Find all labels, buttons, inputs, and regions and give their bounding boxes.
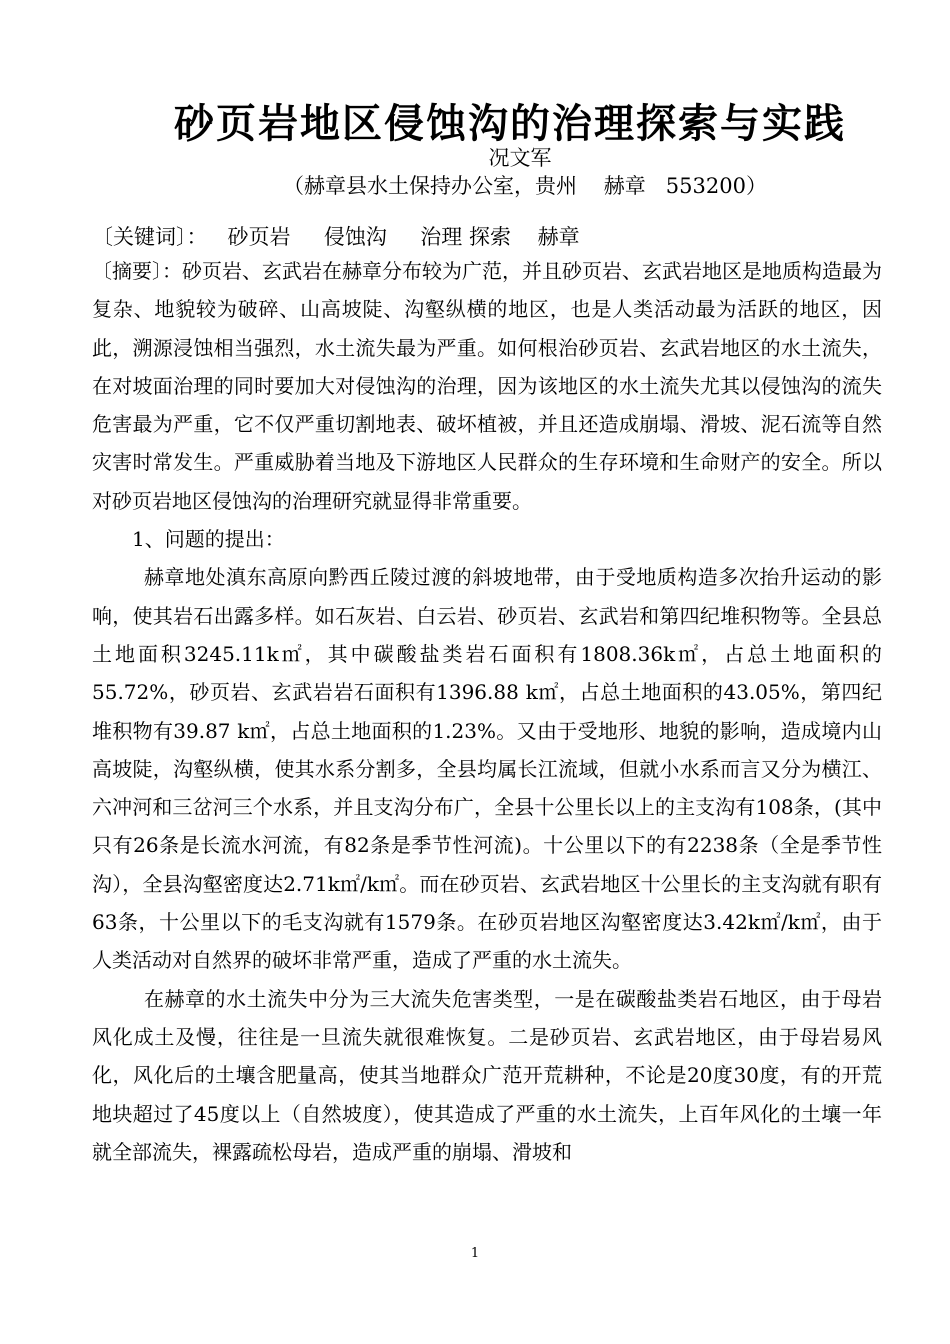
author-name: 况文军 — [488, 146, 552, 170]
section-heading: 1、问题的提出： — [132, 527, 285, 552]
document-body — [92, 252, 882, 1171]
body-paragraph-2: 在赫章的水土流失中分为三大流失危害类型，一是在碳酸盐类岩石地区，由于母岩风化成土及慢，往往是一旦流失就很难恢复。二是砂页岩、玄武岩地区，由于母岩易风化，风化后的土壤含肥量高，使其当地群众广范开荒耕种，不论是20度30度，有的开荒地块超过了45度以上（自然坡度），使其造成了严重的水土流失，上百年风化的土壤一年就全部流失，裸露疏松母岩，造成严重的崩塌、滑坡和 — [92, 986, 882, 1164]
keywords-line: 〔关键词〕： 砂页岩 侵蚀沟 治理 探索 赫章 — [92, 225, 580, 249]
document-title: 砂页岩地区侵蚀沟的治理探索与实践 — [174, 101, 846, 147]
abstract-paragraph: 〔摘要〕：砂页岩、玄武岩在赫章分布较为广范，并且砂页岩、玄武岩地区是地质构造最为复杂、地貌较为破碎、山高坡陡、沟壑纵横的地区，也是人类活动最为活跃的地区，因此，溯源浸蚀相当强烈，水土流失最为严重。如何根治砂页岩、玄武岩地区的水土流失，在对坡面治理的同时要加大对侵蚀沟的治理，因为该地区的水土流失尤其以侵蚀沟的流失危害最为严重，它不仅严重切割地表、破坏植被，并且还造成崩塌、滑坡、泥石流等自然灾害时常发生。严重威胁着当地及下游地区人民群众的生存环境和生命财产的安全。所以对砂页岩地区侵蚀沟的治理研究就显得非常重要。 — [92, 259, 882, 513]
author-affiliation: （赫章县水土保持办公室，贵州 赫章 553200） — [283, 174, 767, 198]
body-paragraph-1: 赫章地处滇东高原向黔西丘陵过渡的斜坡地带，由于受地质构造多次抬升运动的影响，使其岩石出露多样。如石灰岩、白云岩、砂页岩、玄武岩和第四纪堆积物等。全县总土地面积3245.11k㎡，其中碳酸盐类岩石面积有1808.36k㎡，占总土地面积的55.72%，砂页岩、玄武岩岩石面积有1396.88 k㎡，占总土地面积的43.05%，第四纪堆积物有39.87 k㎡，占总土地面积的1.23%。又由于受地形、地貌的影响，造成境内山高坡陡，沟壑纵横，使其水系分割多，全县均属长江流域，但就小水系而言又分为横江、六冲河和三岔河三个水系，并且支沟分布广，全县十公里长以上的主支沟有108条，(其中只有26条是长流水河流，有82条是季节性河流)。十公里以下的有2238条（全是季节性沟），全县沟壑密度达2.71k㎡/k㎡。而在砂页岩、玄武岩地区十公里长的主支沟就有职有63条，十公里以下的毛支沟就有1579条。在砂页岩地区沟壑密度达3.42k㎡/k㎡，由于人类活动对自然界的破坏非常严重，造成了严重的水土流失。 — [92, 565, 882, 973]
page-number: 1 — [470, 1246, 480, 1261]
